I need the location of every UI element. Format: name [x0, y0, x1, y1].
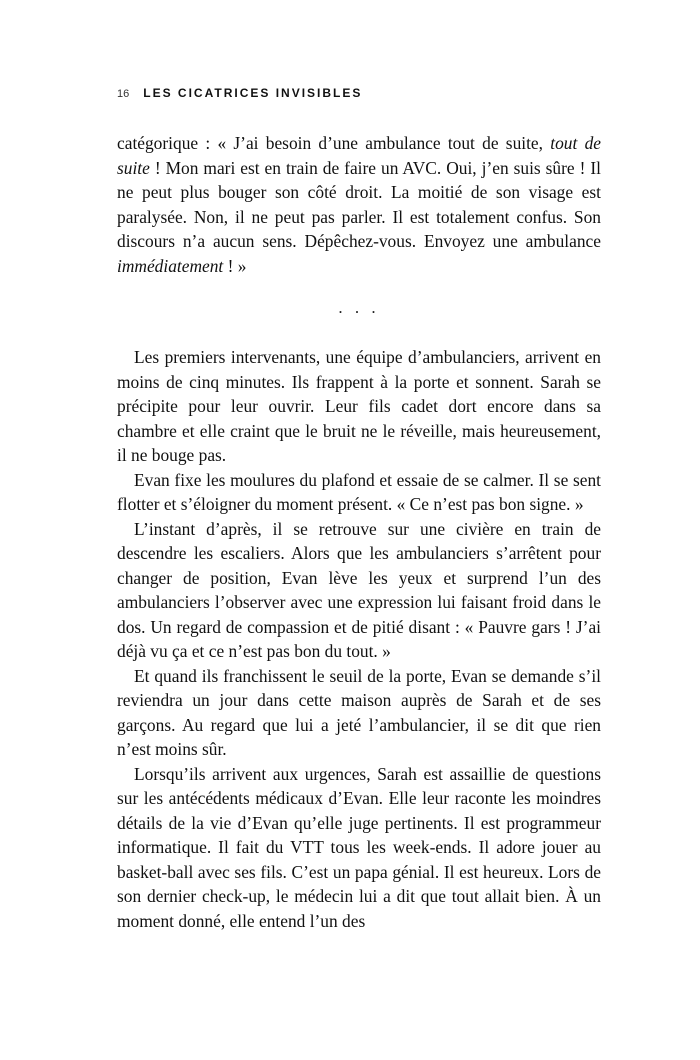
paragraph-text: ! Mon mari est en train de faire un AVC. Oui, j’en suis sûre ! Il ne peut plus bouger son côté droit. La moitié de son visage est paralysée. Non, il ne peut pas parler. Il est totalement confus. Son discours n’a aucun sens. Dépêchez-vous. Envoyez une ambulance [117, 157, 601, 251]
italic-text: tout de suite [117, 133, 601, 178]
paragraph-text: ! » [223, 255, 247, 276]
running-title: LES CICATRICES INVISIBLES [143, 86, 363, 100]
paragraph: Les premiers intervenants, une équipe d’ambulanciers, arrivent en moins de cinq minutes. Ils frappent à la porte et sonnent. Sarah se précipite pour leur ouvrir. Leur fils cadet dort encore dans sa chambre et elle craint que le bruit ne le réveille, mais heureusement, il ne bouge pas. [117, 347, 601, 465]
text-block-top [117, 131, 601, 278]
text-block-bottom [117, 345, 601, 933]
paragraph: Lorsqu’ils arrivent aux urgences, Sarah est assaillie de questions sur les antécédents médicaux d’Evan. Elle leur raconte les moindres détails de la vie d’Evan qu’elle juge pertinents. Il est programmeur informatique. Il fait du VTT tous les week-ends. Il adore jouer au basket-ball avec ses fils. C’est un papa génial. Il est heureux. Lors de son dernier check-up, le médecin lui a dit que tout allait bien. À un moment donné, elle entend l’un des [117, 763, 601, 931]
paragraph: Evan fixe les moulures du plafond et essaie de se calmer. Il se sent flotter et s’éloigner du moment présent. « Ce n’est pas bon signe. » [117, 469, 601, 514]
paragraph: L’instant d’après, il se retrouve sur une civière en train de descendre les escaliers. Alors que les ambulanciers s’arrêtent pour changer de position, Evan lève les yeux et surprend l’un des ambulanciers l’observer avec une expression lui faisant froid dans le dos. Un regard de compassion et de pitié disant : « Pauvre gars ! J’ai déjà vu ça et ce n’est pas bon du tout. » [117, 518, 601, 661]
running-header [117, 86, 362, 102]
italic-text: immédiatement [117, 255, 224, 276]
paragraph-text: catégorique : « J’ai besoin d’une ambulance tout de suite, [117, 133, 551, 153]
paragraph: Et quand ils franchissent le seuil de la porte, Evan se demande s’il reviendra un jour dans cette maison auprès de Sarah et de ses garçons. Au regard que lui a jeté l’ambulancier, il se dit que rien n’est moins sûr. [117, 665, 601, 759]
section-break: . . . [338, 298, 380, 317]
page-number: 16 [117, 88, 130, 100]
paragraph-continuation [117, 131, 601, 278]
